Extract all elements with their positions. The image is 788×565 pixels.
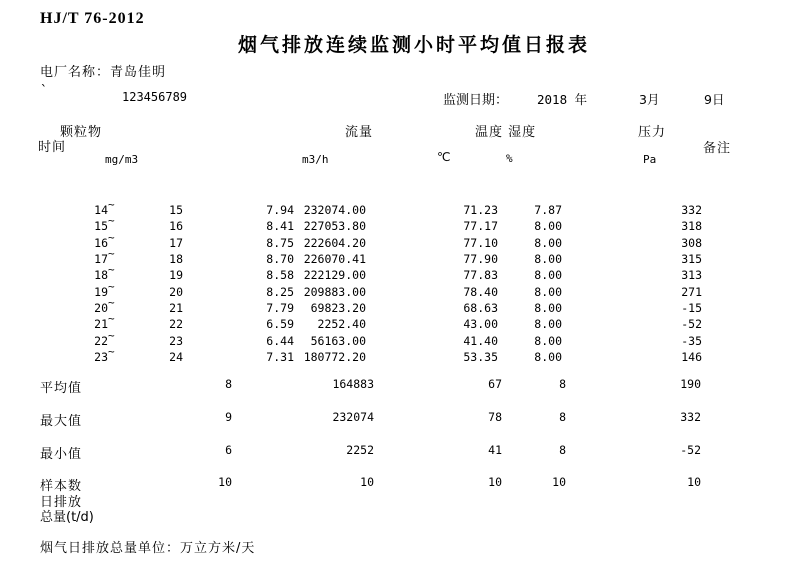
humidity-value: 7.87 xyxy=(534,203,562,217)
flow-value: 226070.41 xyxy=(303,252,366,267)
pressure-value: 315 xyxy=(681,252,702,267)
tilde-symbol: ~ xyxy=(108,214,115,228)
column-header-temp-humidity: 温度 湿度 xyxy=(475,125,537,140)
standard-code: HJ/T 76-2012 xyxy=(40,10,145,27)
humidity-value: 8.00 xyxy=(534,235,562,250)
time-end-value: 20 xyxy=(169,284,183,299)
column-header-pressure: 压力 xyxy=(638,125,667,140)
monitor-date-month: 3月 xyxy=(639,92,660,107)
humidity-value: 8.00 xyxy=(534,268,562,283)
temperature-value: 77.90 xyxy=(463,252,498,267)
humidity-summary-value: 8 xyxy=(559,443,566,457)
time-start-value: 16 xyxy=(94,235,108,250)
temperature-value: 77.17 xyxy=(463,219,498,234)
summary-row xyxy=(0,443,788,462)
humidity-value: 8.00 xyxy=(534,350,562,365)
time-end-value: 22 xyxy=(169,317,183,332)
particulate-summary-value: 6 xyxy=(225,443,232,457)
table-row xyxy=(0,345,788,366)
daily-total-label-line1: 日排放 xyxy=(40,495,83,510)
flow-value: 222604.20 xyxy=(303,235,366,250)
flow-value: 232074.00 xyxy=(303,203,366,217)
flow-value: 56163.00 xyxy=(310,333,366,348)
backtick-mark: ` xyxy=(40,84,48,99)
column-header-time: 时间 xyxy=(38,140,67,155)
time-end-value: 23 xyxy=(169,333,183,348)
tilde-symbol: ~ xyxy=(108,247,115,261)
column-header-remark: 备注 xyxy=(703,141,732,156)
tilde-symbol: ~ xyxy=(108,328,115,342)
temperature-value: 77.10 xyxy=(463,235,498,250)
tilde-symbol: ~ xyxy=(108,230,115,244)
flow-summary-value: 2252 xyxy=(346,443,374,457)
humidity-value: 8.00 xyxy=(534,252,562,267)
temperature-summary-value: 67 xyxy=(488,377,502,391)
humidity-value: 8.00 xyxy=(534,333,562,348)
summary-row xyxy=(0,410,788,429)
table-row xyxy=(0,198,788,219)
pressure-value: 332 xyxy=(681,203,702,217)
particulate-value: 8.25 xyxy=(266,284,294,299)
particulate-value: 8.58 xyxy=(266,268,294,283)
summary-row-label: 最小值 xyxy=(40,447,83,462)
summary-row xyxy=(0,377,788,396)
temperature-summary-value: 41 xyxy=(488,443,502,457)
tilde-symbol: ~ xyxy=(108,279,115,293)
time-start-value: 20 xyxy=(94,301,108,316)
pressure-value: -52 xyxy=(681,317,702,332)
table-row xyxy=(0,247,788,268)
time-end-value: 21 xyxy=(169,301,183,316)
time-end-value: 19 xyxy=(169,268,183,283)
particulate-value: 6.59 xyxy=(266,317,294,332)
humidity-summary-value: 10 xyxy=(552,475,566,489)
time-start-value: 21 xyxy=(94,317,108,332)
tilde-symbol: ~ xyxy=(108,312,115,326)
temperature-value: 43.00 xyxy=(463,317,498,332)
time-start-value: 23 xyxy=(94,350,108,365)
temperature-summary-value: 10 xyxy=(488,475,502,489)
flow-summary-value: 164883 xyxy=(332,377,374,391)
report-title: 烟气排放连续监测小时平均值日报表 xyxy=(237,34,590,56)
unit-pressure: Pa xyxy=(643,153,657,166)
particulate-value: 7.94 xyxy=(266,203,294,217)
pressure-value: -15 xyxy=(681,301,702,316)
flow-value: 222129.00 xyxy=(303,268,366,283)
temperature-value: 78.40 xyxy=(463,284,498,299)
pressure-value: 313 xyxy=(681,268,702,283)
humidity-value: 8.00 xyxy=(534,317,562,332)
pressure-value: -35 xyxy=(681,333,702,348)
particulate-value: 7.79 xyxy=(266,301,294,316)
particulate-value: 6.44 xyxy=(266,333,294,348)
pressure-value: 146 xyxy=(681,350,702,365)
footer-unit-note: 烟气日排放总量单位：万立方米/天 xyxy=(40,541,256,556)
plant-name-label: 电厂名称： xyxy=(40,65,111,80)
particulate-value: 8.75 xyxy=(266,235,294,250)
summary-row xyxy=(0,475,788,494)
table-row xyxy=(0,328,788,350)
unit-temperature: ℃ xyxy=(437,150,451,164)
humidity-summary-value: 8 xyxy=(559,377,566,391)
column-header-particulate: 颗粒物 xyxy=(60,125,103,140)
monitor-date-label: 监测日期： xyxy=(443,93,509,108)
particulate-value: 8.41 xyxy=(266,219,294,234)
pressure-value: 308 xyxy=(681,235,702,250)
particulate-value: 8.70 xyxy=(266,252,294,267)
humidity-value: 8.00 xyxy=(534,219,562,234)
temperature-value: 53.35 xyxy=(463,350,498,365)
flow-value: 227053.80 xyxy=(303,219,366,234)
table-row xyxy=(0,279,788,301)
daily-total-label-line2: 总量(t/d) xyxy=(40,510,94,525)
time-end-value: 15 xyxy=(169,203,183,217)
temperature-value: 71.23 xyxy=(463,203,498,217)
temperature-value: 41.40 xyxy=(463,333,498,348)
table-row xyxy=(0,230,788,252)
time-end-value: 16 xyxy=(169,219,183,234)
humidity-summary-value: 8 xyxy=(559,410,566,424)
humidity-value: 8.00 xyxy=(534,284,562,299)
time-start-value: 17 xyxy=(94,252,108,267)
monitor-date-day: 9日 xyxy=(704,92,725,107)
time-start-value: 14 xyxy=(94,203,108,217)
particulate-summary-value: 8 xyxy=(225,377,232,391)
flow-value: 2252.40 xyxy=(317,317,366,332)
table-row xyxy=(0,214,788,235)
time-start-value: 19 xyxy=(94,284,108,299)
flow-value: 180772.20 xyxy=(303,350,366,365)
temperature-value: 68.63 xyxy=(463,301,498,316)
flow-value: 69823.20 xyxy=(310,301,366,316)
tilde-symbol: ~ xyxy=(108,296,115,310)
summary-row-label: 平均值 xyxy=(40,381,83,396)
serial-number: 123456789 xyxy=(122,90,188,104)
time-end-value: 18 xyxy=(169,252,183,267)
tilde-symbol: ~ xyxy=(108,345,115,359)
flow-summary-value: 232074 xyxy=(332,410,374,424)
table-row xyxy=(0,296,788,317)
humidity-value: 8.00 xyxy=(534,301,562,316)
monitor-date-year: 2018 年 xyxy=(537,92,588,107)
pressure-value: 318 xyxy=(681,219,702,234)
time-start-value: 15 xyxy=(94,219,108,234)
pressure-summary-value: -52 xyxy=(680,443,701,457)
pressure-summary-value: 190 xyxy=(680,377,701,391)
table-row xyxy=(0,312,788,333)
time-end-value: 17 xyxy=(169,235,183,250)
unit-particulate: mg/m3 xyxy=(105,153,139,166)
temperature-value: 77.83 xyxy=(463,268,498,283)
unit-flow: m3/h xyxy=(302,153,329,166)
flow-summary-value: 10 xyxy=(360,475,374,489)
summary-row-label: 最大值 xyxy=(40,414,83,429)
plant-name-value: 青岛佳明 xyxy=(110,65,167,80)
time-start-value: 22 xyxy=(94,333,108,348)
flow-value: 209883.00 xyxy=(303,284,366,299)
pressure-summary-value: 10 xyxy=(687,475,701,489)
pressure-value: 271 xyxy=(681,284,702,299)
time-end-value: 24 xyxy=(169,350,183,365)
tilde-symbol: ~ xyxy=(108,263,115,277)
particulate-summary-value: 10 xyxy=(218,475,232,489)
plant-name-line xyxy=(40,61,166,80)
particulate-summary-value: 9 xyxy=(225,410,232,424)
unit-humidity: % xyxy=(506,152,513,165)
temperature-summary-value: 78 xyxy=(488,410,502,424)
table-row xyxy=(0,263,788,284)
column-header-flow: 流量 xyxy=(345,125,374,140)
time-start-value: 18 xyxy=(94,268,108,283)
summary-row-label: 样本数 xyxy=(40,479,83,494)
pressure-summary-value: 332 xyxy=(680,410,701,424)
particulate-value: 7.31 xyxy=(266,350,294,365)
tilde-symbol: ~ xyxy=(108,198,115,211)
